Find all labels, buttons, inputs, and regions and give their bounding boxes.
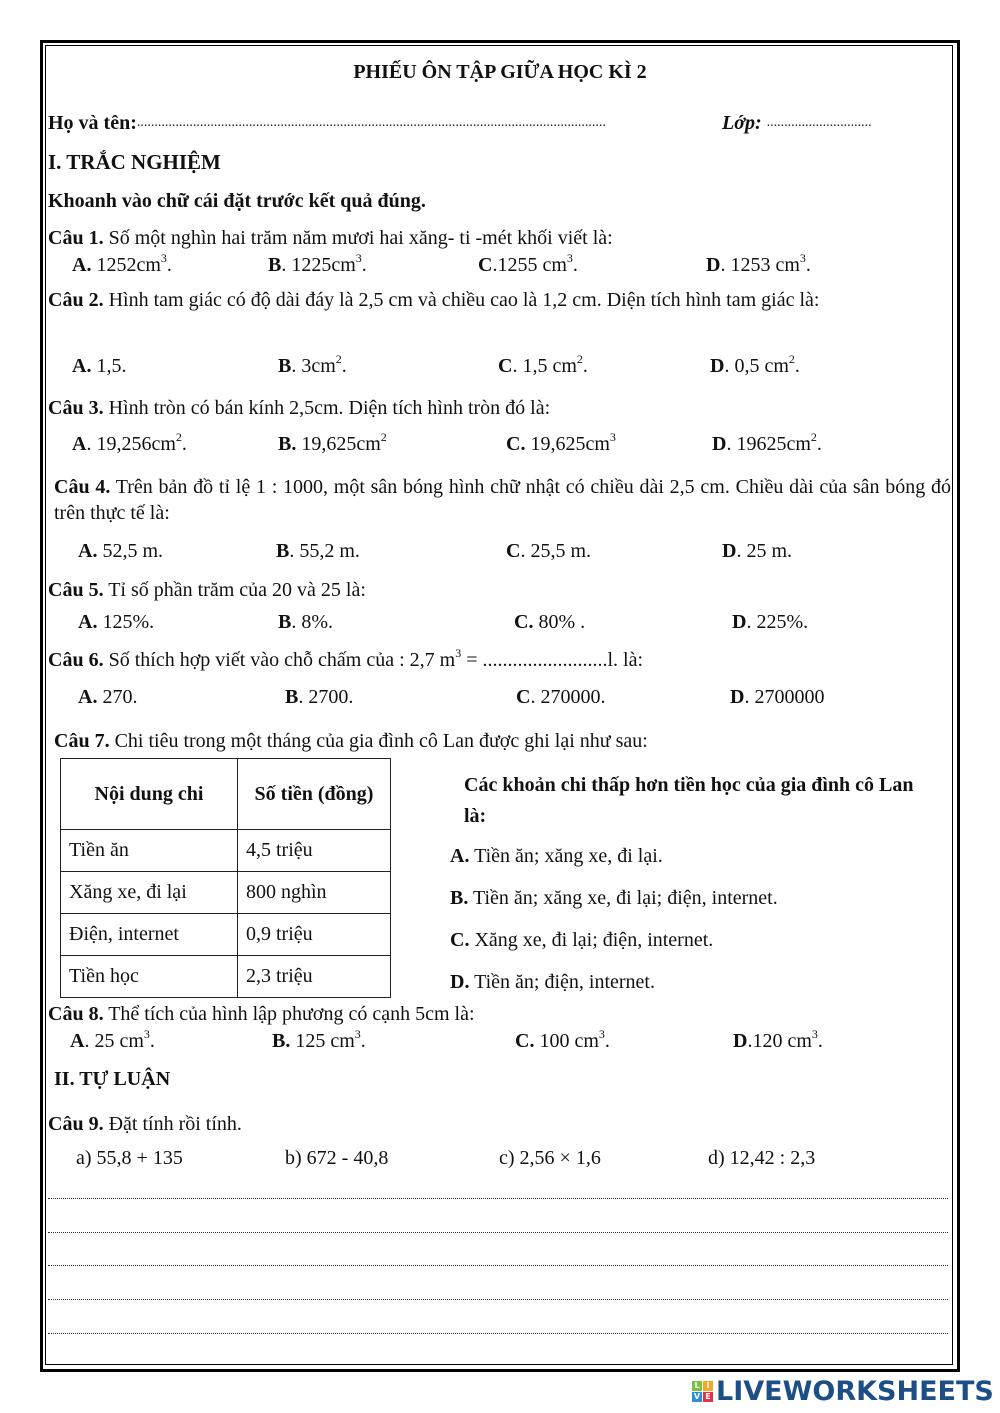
option-d[interactable] [712,432,822,456]
option-a[interactable] [72,354,126,378]
question-text: Tỉ số phần trăm của 20 và 25 là: [103,579,366,601]
question-label: Câu 3. [48,397,104,419]
option-superscript: 2 [380,430,387,444]
option-letter: B [285,686,299,708]
option-letter: C [506,540,521,562]
question-2 [48,287,953,313]
option-tail: . [360,1030,366,1052]
option-letter: A [70,1030,85,1052]
question-5 [48,578,366,602]
option-letter: D [733,1030,748,1052]
answer-line[interactable] [48,1299,948,1300]
question-3 [48,396,550,420]
option-tail: . [805,254,811,276]
option-letter: C. [506,433,526,455]
option-b[interactable] [278,354,347,378]
name-label: Họ và tên: [48,112,137,134]
option-text: . 1253 cm [720,254,800,276]
question-1 [48,226,613,250]
option-letter: A. [72,355,92,377]
option-d[interactable] [706,253,811,277]
option-letter: B. [278,433,297,455]
page-title: PHIẾU ÔN TẬP GIỮA HỌC KÌ 2 [353,61,647,83]
question-label: Câu 2. [48,289,104,311]
option-b[interactable] [278,432,387,456]
option-text: . 19625cm [726,433,811,455]
option-text: 125 cm [290,1030,355,1052]
question-label: Câu 6. [48,649,104,671]
option-text: .120 cm [747,1030,812,1052]
option-text: . 8%. [291,611,334,633]
option-letter: B [276,540,290,562]
table-cell: 4,5 triệu [238,830,391,872]
option-text: 100 cm [534,1030,599,1052]
table-row [61,956,391,998]
option-b[interactable] [272,1029,366,1053]
q9-part-c: c) 2,56 × 1,6 [499,1147,601,1169]
option-c[interactable] [516,685,605,709]
option-d[interactable] [710,354,800,378]
option-text: 1,5. [91,355,127,377]
logo-tiles [692,1381,713,1402]
section-heading-multiple-choice: I. TRẮC NGHIỆM [48,150,221,174]
question-label: Câu 5. [48,579,104,601]
option-d[interactable] [730,685,824,709]
option-tail: . [166,254,172,276]
question-text: Số thích hợp viết vào chỗ chấm của : 2,7 m [103,649,456,671]
question-text: Trên bản đồ tỉ lệ 1 : 1000, một sân bóng hình chữ nhật có chiều dài 2,5 cm. Chiều dài của sân bóng đó trên thực tế là: [54,476,951,524]
table-cell: Điện, internet [61,914,238,956]
option-letter: B. [272,1030,291,1052]
option-letter: D [712,433,727,455]
question-text-tail: = .........................l. là: [461,649,644,671]
option-letter: D [732,611,747,633]
option-a[interactable] [78,685,137,709]
option-superscript: 3 [811,1027,818,1041]
option-letter: C [516,686,531,708]
option-text: . 25 m. [736,540,793,562]
option-superscript: 3 [354,1027,361,1041]
option-text: 270. [97,686,138,708]
option-text: 19,625cm [525,433,610,455]
question-label: Câu 8. [48,1003,104,1025]
table-cell: 2,3 triệu [238,956,391,998]
option-superscript: 3 [143,1027,150,1041]
instruction: Khoanh vào chữ cái đặt trước kết quả đúng. [48,190,426,212]
option-tail: . [341,355,347,377]
option-text: . 25 cm [84,1030,144,1052]
q7-prompt: Các khoản chi thấp hơn tiền học của gia đình cô Lan là: [464,774,914,827]
expense-table [60,758,391,998]
option-letter: C. [515,1030,535,1052]
option-letter: A. [78,540,98,562]
table-cell: 800 nghìn [238,872,391,914]
option-letter: A. [72,254,92,276]
question-text: Số một nghìn hai trăm năm mươi hai xăng- ti -mét khối viết là: [103,227,613,249]
option-d[interactable] [722,539,792,563]
option-superscript: 2 [576,352,583,366]
option-d[interactable] [450,970,655,994]
option-text: 1252cm [91,254,161,276]
option-text: Xăng xe, đi lại; điện, internet. [469,929,714,951]
question-text: Hình tam giác có độ dài đáy là 2,5 cm và chiều cao là 1,2 cm. Diện tích hình tam giác là: [103,289,820,311]
logo-tile: V [693,1392,701,1401]
option-tail: . [816,433,822,455]
option-text: 19,625cm [296,433,381,455]
option-letter: A [72,433,87,455]
option-a[interactable] [72,432,187,456]
option-superscript: 2 [335,352,342,366]
table-cell: Tiền ăn [61,830,238,872]
question-4 [54,474,951,526]
option-text: Tiền ăn; xăng xe, đi lại; điện, internet. [468,887,778,909]
answer-line[interactable] [48,1198,948,1199]
q9-part-d: d) 12,42 : 2,3 [708,1147,816,1169]
option-superscript: 3 [355,251,362,265]
option-text: . 225%. [746,611,809,633]
option-text: . 2700. [298,686,354,708]
option-b[interactable] [278,610,333,634]
option-text: . 1,5 cm [512,355,577,377]
option-b[interactable] [268,253,367,277]
question-6 [48,648,643,672]
table-row [61,914,391,956]
table-header: Nội dung chi [61,759,238,830]
question-text: Chi tiêu trong một tháng của gia đình cô Lan được ghi lại như sau: [109,730,648,752]
table-header: Số tiền (đồng) [238,759,391,830]
option-superscript: 3 [799,251,806,265]
option-c[interactable] [515,1029,610,1053]
option-superscript: 3 [609,430,616,444]
option-b[interactable] [276,539,360,563]
question-superscript: 3 [455,646,462,660]
option-tail: . [361,254,367,276]
option-letter: D [722,540,737,562]
option-text: . 270000. [530,686,606,708]
logo-wordmark: LIVEWORKSHEETS [716,1376,994,1407]
option-c[interactable] [506,432,616,456]
answer-line[interactable] [48,1232,948,1233]
question-label: Câu 4. [54,476,111,498]
option-text: . 3cm [291,355,336,377]
option-letter: C [498,355,513,377]
q9-instruction: Đặt tính rồi tính. [103,1113,242,1135]
option-letter: A. [78,686,98,708]
option-c[interactable] [450,928,713,952]
class-label: Lớp: [722,112,762,134]
option-letter: A. [450,845,470,867]
option-a[interactable] [72,253,172,277]
option-text: . 2700000 [744,686,825,708]
question-label: Câu 1. [48,227,104,249]
option-letter: B [268,254,282,276]
option-superscript: 3 [598,1027,605,1041]
option-letter: A. [78,611,98,633]
option-letter: D [706,254,721,276]
name-dots: ...................................................................................................................................... [136,115,606,130]
option-d[interactable] [732,610,808,634]
option-tail: . [817,1030,823,1052]
table-cell: Xăng xe, đi lại [61,872,238,914]
option-text: .1255 cm [492,254,567,276]
question-text: Thể tích của hình lập phương có cạnh 5cm là: [103,1003,475,1025]
q9-label: Câu 9. [48,1113,104,1135]
name-field[interactable] [48,111,697,135]
logo-tile: L [692,1381,702,1391]
table-cell: 0,9 triệu [238,914,391,956]
question-8 [48,1002,475,1026]
option-superscript: 3 [160,251,167,265]
table-row [61,872,391,914]
question-label: Câu 7. [54,730,110,752]
option-a[interactable] [450,844,663,868]
option-text: Tiền ăn; điện, internet. [469,971,655,993]
option-tail: . [572,254,578,276]
option-letter: D [730,686,745,708]
answer-line[interactable] [48,1265,948,1266]
answer-line[interactable] [48,1333,948,1334]
option-letter: B. [450,887,469,909]
option-tail: . [794,355,800,377]
option-superscript: 3 [566,251,573,265]
option-letter: D [710,355,725,377]
option-letter: B [278,355,292,377]
option-c[interactable] [498,354,588,378]
option-text: 52,5 m. [97,540,164,562]
logo-tile: I [703,1381,713,1391]
option-text: . 0,5 cm [724,355,789,377]
option-tail: . [181,433,187,455]
option-tail: . [149,1030,155,1052]
option-tail: . [604,1030,610,1052]
option-c[interactable] [514,610,585,634]
option-letter: D. [450,971,470,993]
option-superscript: 2 [810,430,817,444]
q9-part-b: b) 672 - 40,8 [285,1147,389,1169]
table-cell: Tiền học [61,956,238,998]
option-tail: . [582,355,588,377]
option-a[interactable] [70,1029,155,1053]
option-d[interactable] [733,1029,823,1053]
option-text: . 25,5 m. [520,540,592,562]
option-a[interactable] [78,539,163,563]
option-a[interactable] [78,610,154,634]
logo-tile: E [703,1392,713,1402]
option-text: 125%. [97,611,155,633]
class-field[interactable] [722,111,907,135]
class-dots: .............................. [766,115,872,130]
question-7 [54,729,648,753]
table-header-row [61,759,391,830]
option-text: . 1225cm [281,254,356,276]
question-text: Hình tròn có bán kính 2,5cm. Diện tích hình tròn đó là: [103,397,551,419]
option-text: . 55,2 m. [289,540,360,562]
option-c[interactable] [506,539,591,563]
option-text: Tiền ăn; xăng xe, đi lại. [469,845,663,867]
option-superscript: 2 [788,352,795,366]
option-letter: C. [450,929,470,951]
option-letter: C. [514,611,534,633]
liveworksheets-logo [692,1376,994,1407]
option-c[interactable] [478,253,578,277]
q9-text [48,1112,242,1136]
q9-part-a: a) 55,8 + 135 [76,1147,183,1169]
section-heading-essay: II. TỰ LUẬN [54,1068,171,1090]
table-row [61,830,391,872]
option-letter: B [278,611,292,633]
option-b[interactable] [450,886,778,910]
option-superscript: 2 [175,430,182,444]
option-letter: C [478,254,493,276]
option-text: 80% . [533,611,586,633]
option-text: . 19,256cm [86,433,176,455]
option-b[interactable] [285,685,353,709]
